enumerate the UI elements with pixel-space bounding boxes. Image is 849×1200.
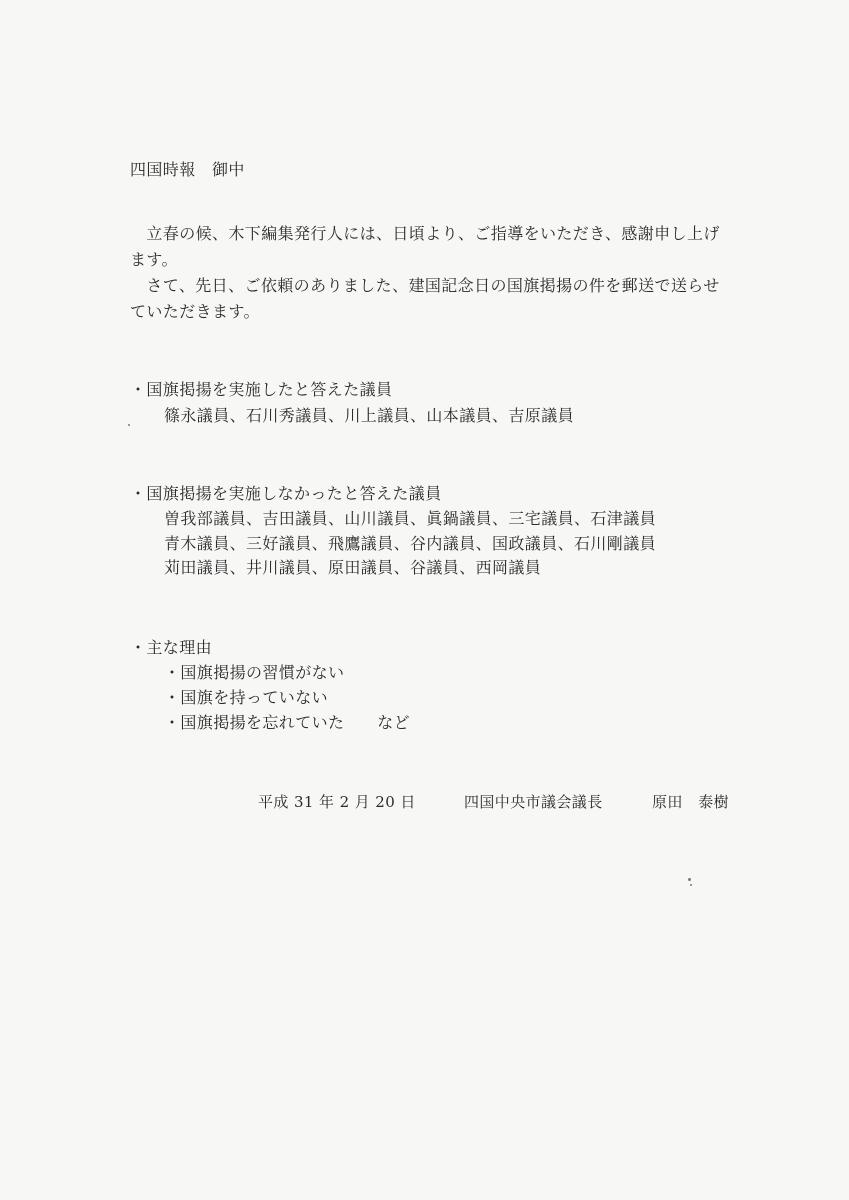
signature-date: 平成 31 年 2 月 20 日 bbox=[258, 793, 416, 811]
scan-speck bbox=[128, 424, 130, 426]
body-line: さて、先日、ご依頼のありました、建国記念日の国旗掲揚の件を郵送で送らせ bbox=[130, 276, 720, 295]
member-list-line: 曽我部議員、吉田議員、山川議員、眞鍋議員、三宅議員、石津議員 bbox=[164, 509, 657, 528]
body-line: ていただきます。 bbox=[130, 302, 260, 321]
member-list-line: 苅田議員、井川議員、原田議員、谷議員、西岡議員 bbox=[164, 558, 542, 577]
signature-name: 原田 泰樹 bbox=[652, 793, 730, 811]
scan-speck bbox=[688, 878, 691, 881]
reason-item: ・国旗を持っていない bbox=[164, 688, 329, 707]
reasons-heading: ・主な理由 bbox=[130, 638, 213, 657]
member-list-line: 青木議員、三好議員、飛鷹議員、谷内議員、国政議員、石川剛議員 bbox=[164, 534, 657, 553]
scan-speck bbox=[690, 884, 692, 886]
body-line: ます。 bbox=[130, 250, 178, 269]
signature-title: 四国中央市議会議長 bbox=[464, 793, 603, 811]
body-line: 立春の候、木下編集発行人には、日頃より、ご指導をいただき、感謝申し上げ bbox=[130, 224, 720, 243]
not-implemented-heading: ・国旗掲揚を実施しなかったと答えた議員 bbox=[130, 484, 442, 503]
addressee: 四国時報 御中 bbox=[130, 160, 245, 179]
member-list-line: 篠永議員、石川秀議員、川上議員、山本議員、吉原議員 bbox=[164, 406, 575, 425]
reason-item: ・国旗掲揚を忘れていた など bbox=[164, 713, 411, 732]
implemented-heading: ・国旗掲揚を実施したと答えた議員 bbox=[130, 380, 393, 399]
reason-item: ・国旗掲揚の習慣がない bbox=[164, 663, 345, 682]
